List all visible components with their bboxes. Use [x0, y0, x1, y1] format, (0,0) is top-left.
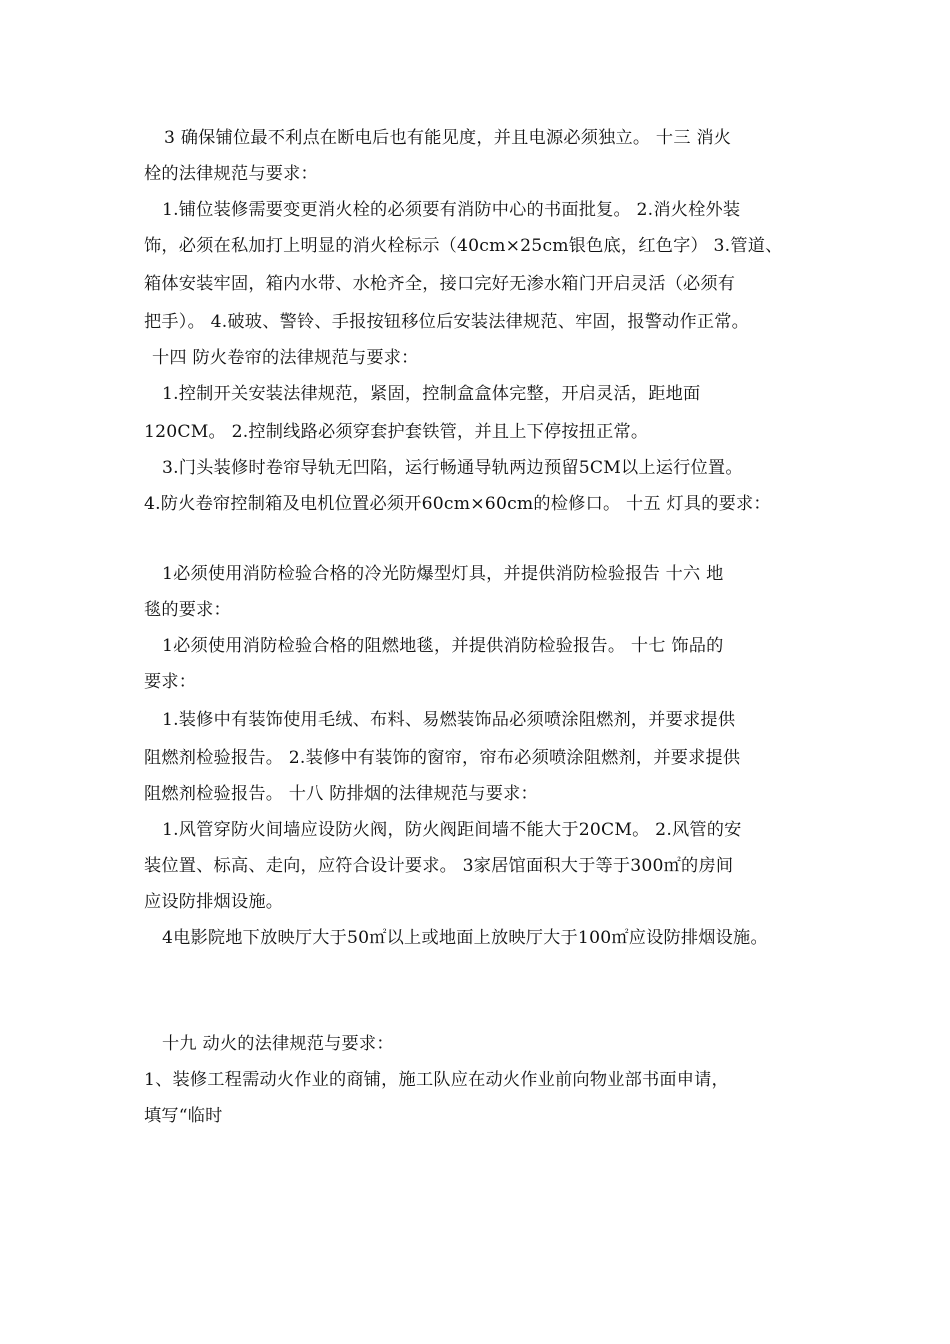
text-line: 十九 动火的法律规范与要求：	[162, 1034, 394, 1054]
text-line: 箱体安装牢固，箱内水带、水枪齐全，接口完好无渗水箱门开启灵活（必须有	[144, 274, 736, 294]
text-line: 120CM。 2.控制线路必须穿套护套铁管，并且上下停按扭正常。	[144, 422, 649, 442]
text-line: 把手）。 4.破玻、警铃、手报按钮移位后安装法律规范、牢固，报警动作正常。	[144, 312, 750, 332]
text-line: 1.装修中有装饰使用毛绒、布料、易燃装饰品必须喷涂阻燃剂，并要求提供	[162, 710, 736, 730]
text-line: 1、装修工程需动火作业的商铺，施工队应在动火作业前向物业部书面申请，	[144, 1070, 729, 1090]
text-line: 阻燃剂检验报告。 十八 防排烟的法律规范与要求：	[144, 784, 538, 804]
text-line: 3.门头装修时卷帘导轨无凹陷，运行畅通导轨两边预留5CM以上运行位置。	[162, 458, 743, 478]
text-line: 饰，必须在私加打上明显的消火栓标示（40cm×25cm银色底，红色字） 3.管道、	[144, 236, 783, 256]
text-line: 填写“临时	[144, 1106, 223, 1126]
text-line: 1.风管穿防火间墙应设防火阀，防火阀距间墙不能大于20CM。 2.风管的安	[162, 820, 742, 840]
text-line: 1.铺位装修需要变更消火栓的必须要有消防中心的书面批复。 2.消火栓外装	[162, 200, 741, 220]
text-line: 十四 防火卷帘的法律规范与要求：	[152, 348, 419, 368]
text-line: 4电影院地下放映厅大于50㎡以上或地面上放映厅大于100㎡应设防排烟设施。	[162, 928, 768, 948]
text-line: 要求：	[144, 672, 197, 692]
text-line: 阻燃剂检验报告。 2.装修中有装饰的窗帘，帘布必须喷涂阻燃剂，并要求提供	[144, 748, 741, 768]
text-line: 4.防火卷帘控制箱及电机位置必须开60cm×60cm的检修口。 十五 灯具的要求：	[144, 494, 771, 514]
text-line: 3 确保铺位最不利点在断电后也有能见度，并且电源必须独立。 十三 消火	[164, 128, 732, 148]
text-line: 栓的法律规范与要求：	[144, 164, 318, 184]
text-line: 毯的要求：	[144, 600, 231, 620]
text-line: 应设防排烟设施。	[144, 892, 284, 912]
text-line: 1.控制开关安装法律规范，紧固，控制盒盒体完整，开启灵活，距地面	[162, 384, 701, 404]
text-line: 1必须使用消防检验合格的冷光防爆型灯具，并提供消防检验报告 十六 地	[162, 564, 724, 584]
text-line: 装位置、标高、走向，应符合设计要求。 3家居馆面积大于等于300㎡的房间	[144, 856, 734, 876]
text-line: 1必须使用消防检验合格的阻燃地毯，并提供消防检验报告。 十七 饰品的	[162, 636, 724, 656]
